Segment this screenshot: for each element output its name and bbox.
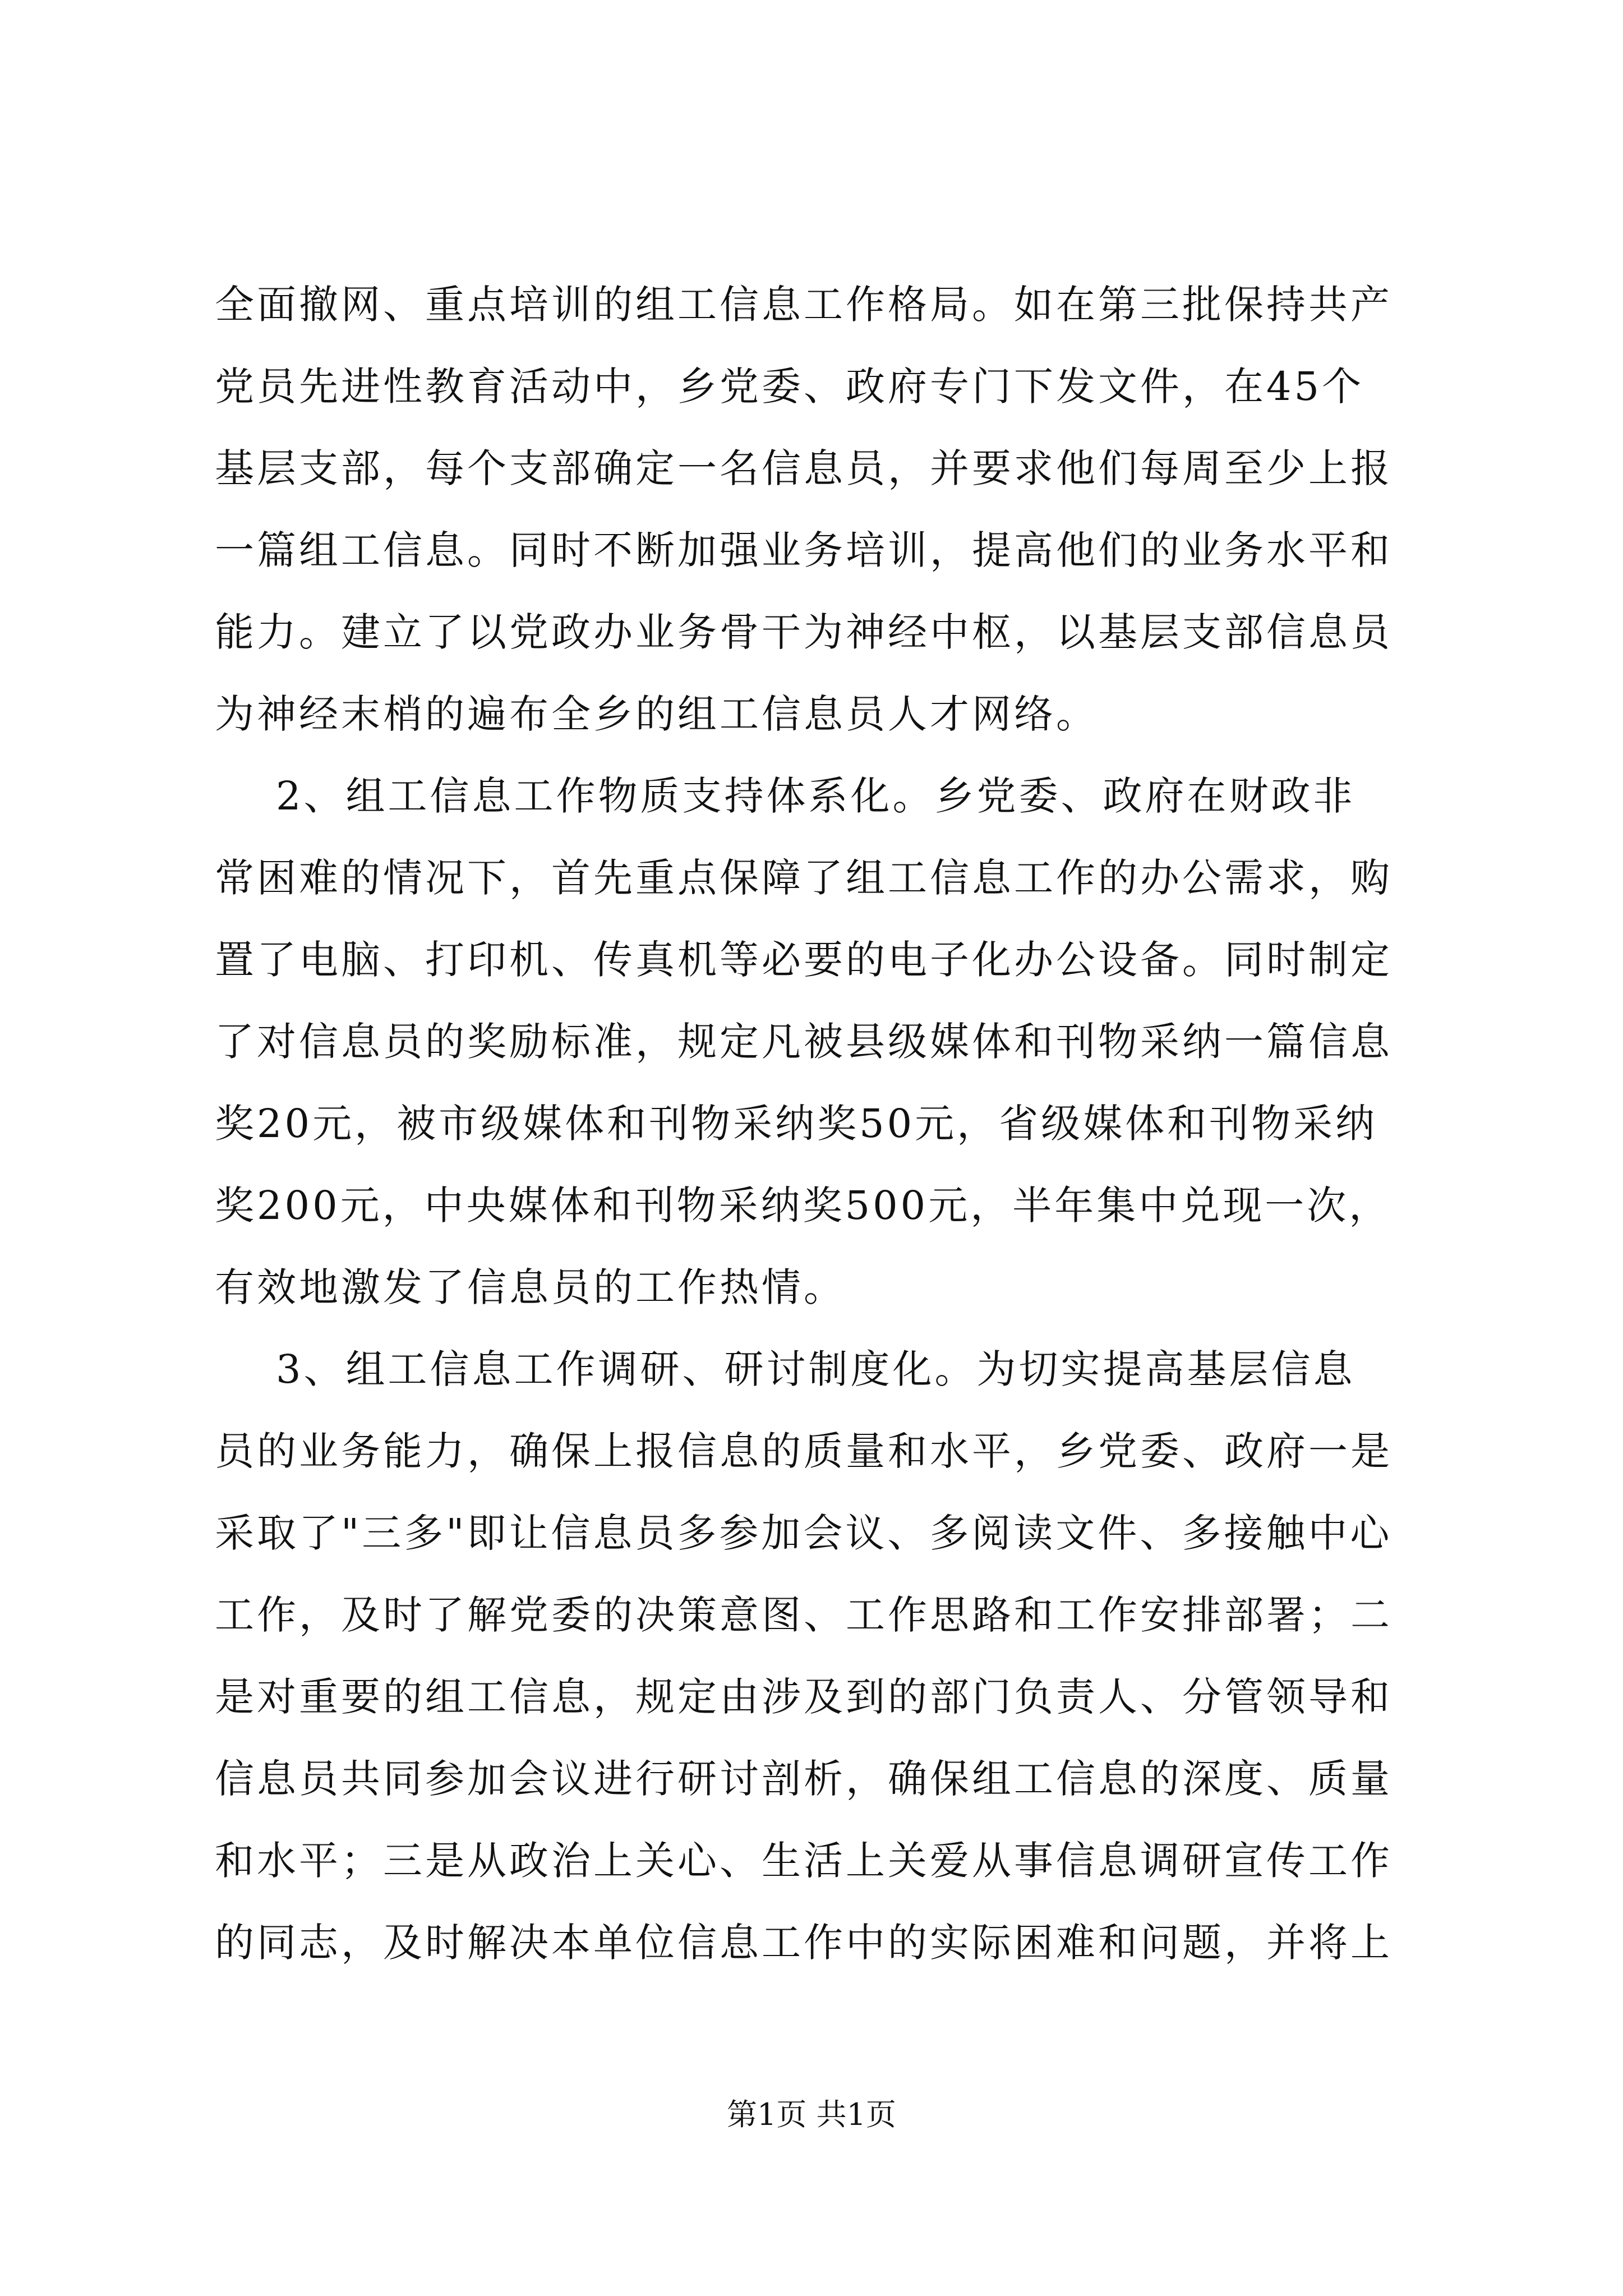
text-line: 奖20元，被市级媒体和刊物采纳奖50元，省级媒体和刊物采纳 — [215, 1101, 1378, 1147]
text-line: 奖200元，中央媒体和刊物采纳奖500元，半年集中兑现一次， — [215, 1182, 1391, 1228]
text-line: 一篇组工信息。同时不断加强业务培训，提高他们的业务水平和 — [215, 527, 1393, 573]
text-line: 3、组工信息工作调研、研讨制度化。为切实提高基层信息 — [215, 1346, 1355, 1392]
text-line: 采取了"三多"即让信息员多参加会议、多阅读文件、多接触中心 — [215, 1510, 1393, 1556]
text-line: 为神经末梢的遍布全乡的组工信息员人才网络。 — [215, 691, 1098, 737]
text-line: 信息员共同参加会议进行研讨剖析，确保组工信息的深度、质量 — [215, 1756, 1393, 1802]
text-line: 了对信息员的奖励标准，规定凡被县级媒体和刊物采纳一篇信息 — [215, 1019, 1393, 1065]
body-text — [215, 264, 1407, 1984]
text-line: 基层支部，每个支部确定一名信息员，并要求他们每周至少上报 — [215, 445, 1393, 491]
text-line: 有效地激发了信息员的工作热情。 — [215, 1264, 846, 1310]
text-line: 是对重要的组工信息，规定由涉及到的部门负责人、分管领导和 — [215, 1674, 1393, 1720]
text-line: 工作，及时了解党委的决策意图、工作思路和工作安排部署；二 — [215, 1592, 1393, 1638]
text-line: 能力。建立了以党政办业务骨干为神经中枢，以基层支部信息员 — [215, 609, 1393, 655]
text-line: 和水平；三是从政治上关心、生活上关爱从事信息调研宣传工作 — [215, 1838, 1393, 1884]
text-line: 党员先进性教育活动中，乡党委、政府专门下发文件，在45个 — [215, 364, 1364, 409]
page-number-footer: 第1页 共1页 — [727, 2097, 896, 2132]
text-line: 全面撤网、重点培训的组工信息工作格局。如在第三批保持共产 — [215, 282, 1393, 328]
text-line: 的同志，及时解决本单位信息工作中的实际困难和问题，并将上 — [215, 1920, 1393, 1966]
text-line: 置了电脑、打印机、传真机等必要的电子化办公设备。同时制定 — [215, 937, 1393, 983]
text-line: 常困难的情况下，首先重点保障了组工信息工作的办公需求，购 — [215, 855, 1393, 901]
text-line: 员的业务能力，确保上报信息的质量和水平，乡党委、政府一是 — [215, 1428, 1393, 1474]
text-line: 2、组工信息工作物质支持体系化。乡党委、政府在财政非 — [215, 773, 1355, 819]
